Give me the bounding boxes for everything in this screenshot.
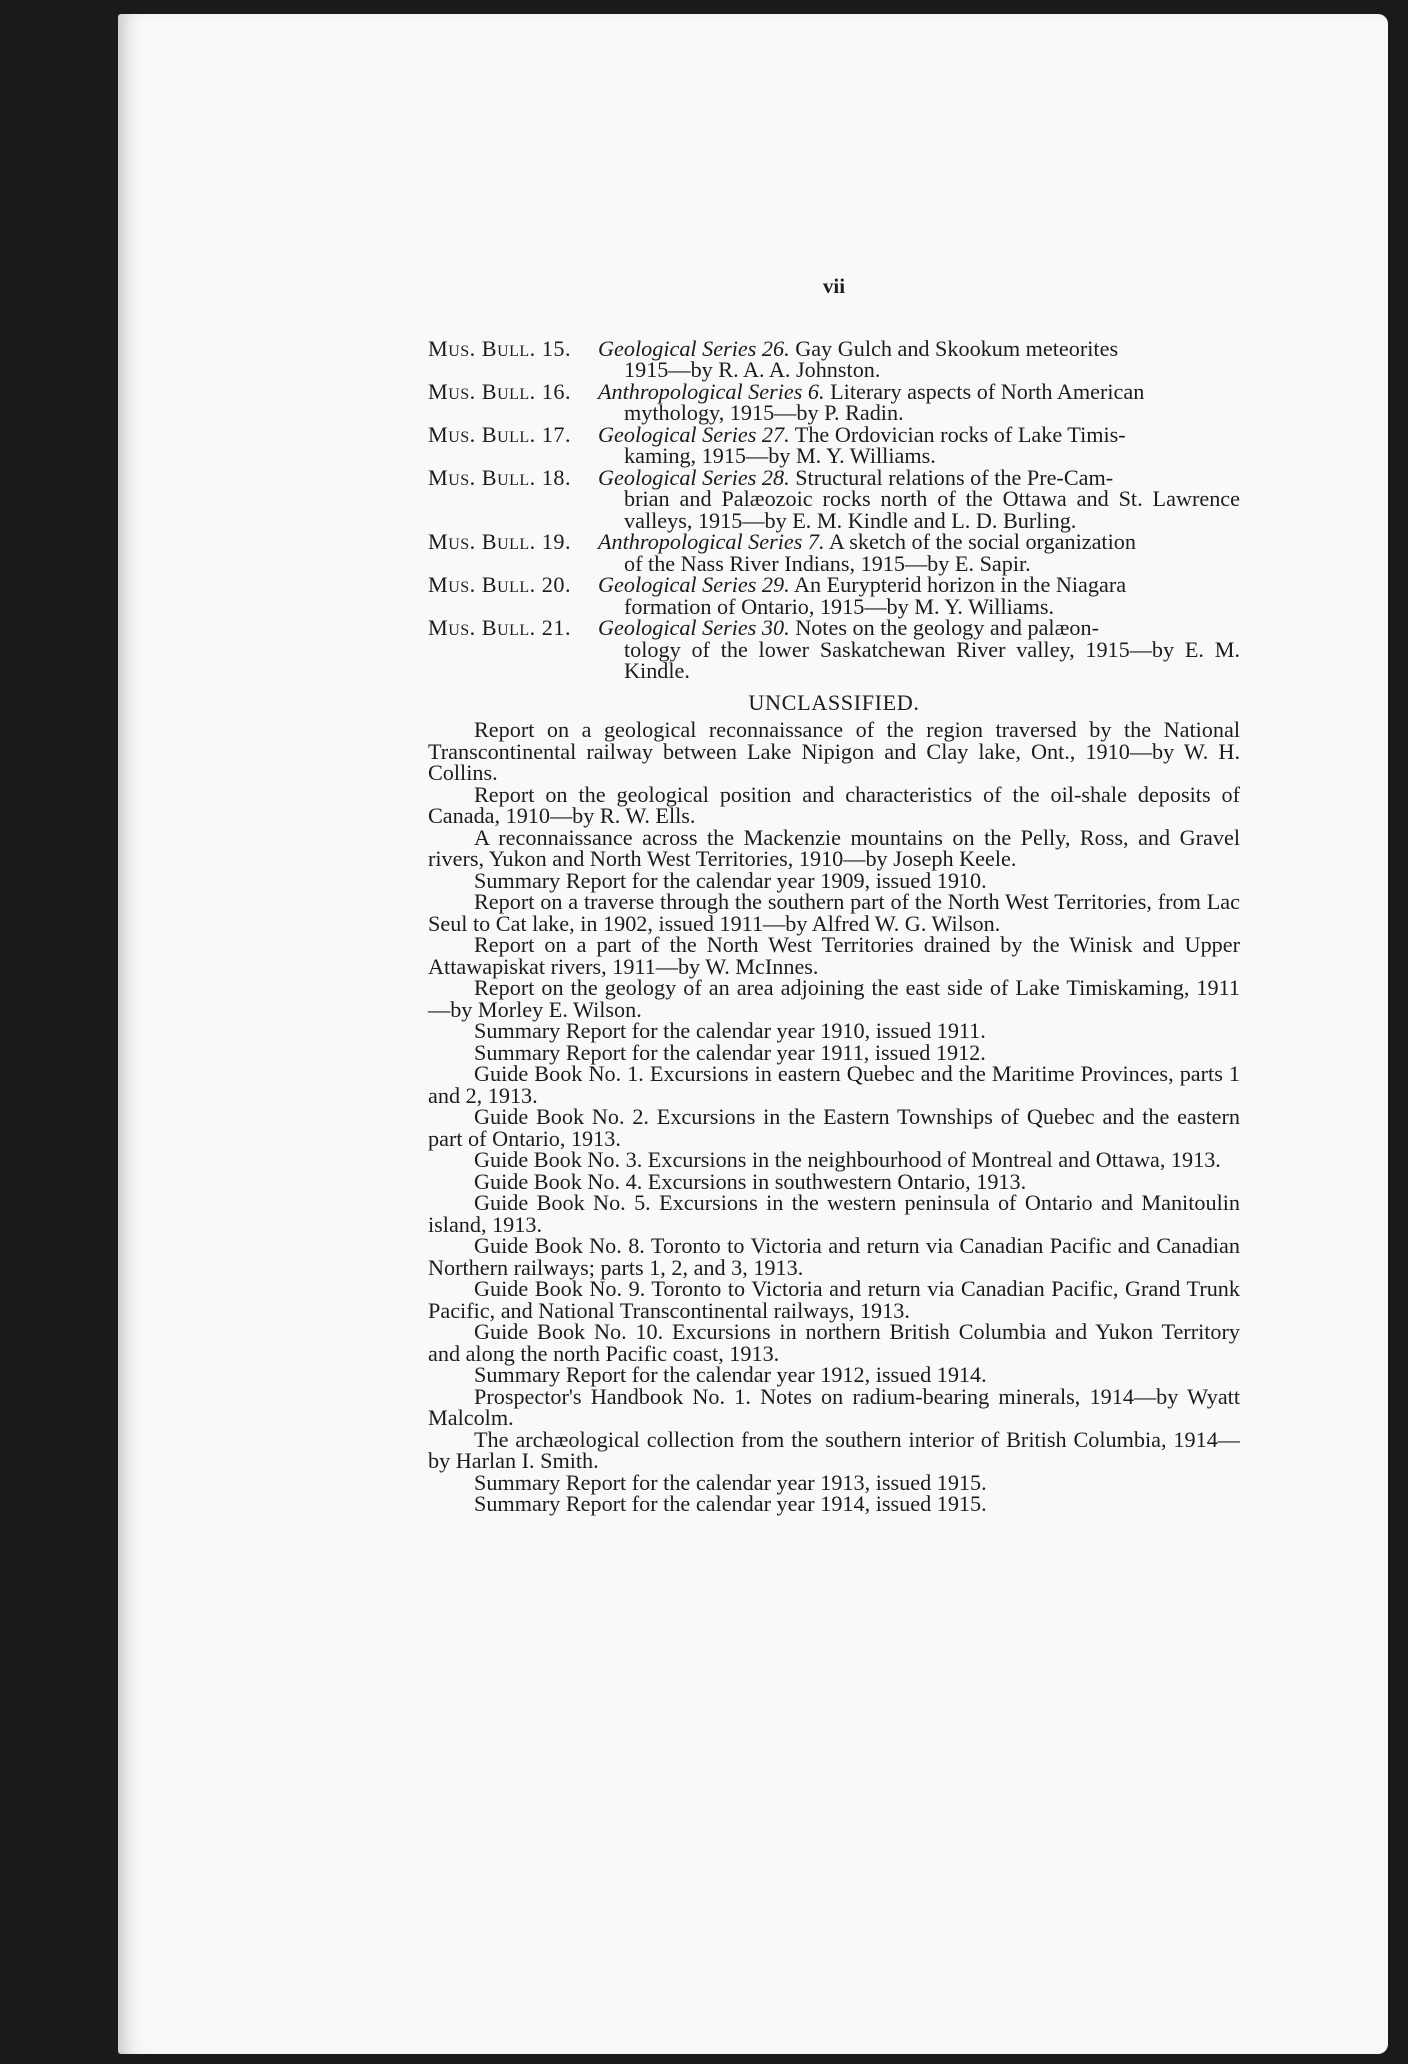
publication-entry: Report on a geological reconnaissance of the region traversed by the National Transcontinental railway between Lake Nipigon and Clay lake, Ont., 1910—by W. H. Collins.	[428, 717, 1240, 785]
bulletin-entry	[428, 617, 1240, 682]
bulletin-entry	[428, 574, 1240, 617]
bulletin-title: Structural relations of the Pre-Cam-	[789, 464, 1114, 490]
publication-entry: Guide Book No. 10. Excursions in northern British Columbia and Yukon Territory and along the north Pacific coast, 1913.	[428, 1319, 1240, 1366]
series-label: Anthropological Series 7.	[598, 529, 825, 554]
bulletin-continuation: mythology, 1915—by P. Radin.	[624, 400, 904, 425]
bulletin-ref: Mus. Bull. 21.	[428, 615, 572, 640]
series-label: Geological Series 27.	[598, 421, 790, 447]
bulletin-continuation: brian and Palæozoic rocks north of the Ottawa and St. Lawrence valleys, 1915—by E. M. Kindle and L. D. Burling.	[624, 486, 1240, 533]
publication-entry: Prospector's Handbook No. 1. Notes on radium-bearing minerals, 1914—by Wyatt Malcolm.	[428, 1383, 1240, 1430]
bulletin-ref: Mus. Bull. 20.	[428, 572, 572, 597]
page-number: vii	[822, 274, 846, 298]
bulletin-entry	[428, 531, 1240, 574]
series-label: Geological Series 28.	[598, 464, 790, 490]
bulletin-body	[598, 531, 1240, 574]
bulletin-ref: Mus. Bull. 18.	[428, 464, 572, 490]
publication-entry: Guide Book No. 8. Toronto to Victoria and return via Canadian Pacific and Canadian Northern railways; parts 1, 2, and 3, 1913.	[428, 1233, 1240, 1280]
publication-entry: Summary Report for the calendar year 1914, issued 1915.	[474, 1491, 987, 1516]
bulletin-continuation: formation of Ontario, 1915—by M. Y. Williams.	[624, 593, 1055, 619]
bulletin-continuation: kaming, 1915—by M. Y. Williams.	[624, 443, 936, 468]
publication-entry: Guide Book No. 5. Excursions in the western peninsula of Ontario and Manitoulin island, 1913.	[428, 1190, 1240, 1237]
bulletin-entry	[428, 378, 1240, 425]
publication-entry: The archæological collection from the southern interior of British Columbia, 1914—by Harlan I. Smith.	[428, 1426, 1240, 1473]
document-page	[118, 14, 1388, 2054]
bulletin-continuation: tology of the lower Saskatchewan River valley, 1915—by E. M. Kindle.	[624, 636, 1240, 683]
bulletin-continuation: 1915—by R. A. A. Johnston.	[624, 357, 881, 382]
publication-entry: Guide Book No. 4. Excursions in southwestern Ontario, 1913.	[474, 1168, 1027, 1194]
bulletin-title: A sketch of the social organization	[824, 529, 1136, 554]
bulletin-body	[598, 335, 1240, 382]
bulletin-body	[598, 574, 1240, 617]
publication-entry: Guide Book No. 3. Excursions in the neighbourhood of Montreal and Ottawa, 1913.	[474, 1147, 1221, 1172]
publication-entry: Summary Report for the calendar year 1913, issued 1915.	[474, 1469, 987, 1495]
publication-entry: Summary Report for the calendar year 1910, issued 1911.	[474, 1018, 986, 1043]
bulletin-title: Notes on the geology and palæon-	[789, 615, 1099, 640]
publication-entry: Guide Book No. 1. Excursions in eastern Quebec and the Maritime Provinces, parts 1 and 2, 1913.	[428, 1061, 1240, 1108]
bulletin-entry	[428, 335, 1240, 382]
bulletin-entry	[428, 464, 1240, 533]
bulletin-ref: Mus. Bull. 16.	[428, 378, 572, 404]
publication-entry: Summary Report for the calendar year 1909, issued 1910.	[474, 867, 987, 893]
bulletin-ref: Mus. Bull. 19.	[428, 529, 572, 554]
bulletin-title: Gay Gulch and Skookum meteorites	[789, 335, 1119, 361]
publication-entry: Report on the geology of an area adjoining the east side of Lake Timiskaming, 1911—by Morley E. Wilson.	[428, 975, 1240, 1022]
publication-entry: Guide Book No. 2. Excursions in the Eastern Townships of Quebec and the eastern part of Ontario, 1913.	[428, 1104, 1240, 1151]
publication-entry: Report on a traverse through the southern part of the North West Territories, from Lac Seul to Cat lake, in 1902, issued 1911—by Alfred W. G. Wilson.	[428, 889, 1240, 936]
publication-entry: Report on the geological position and characteristics of the oil-shale deposits of Canada, 1910—by R. W. Ells.	[428, 781, 1240, 828]
bulletin-body	[598, 421, 1240, 468]
publication-entry: Report on a part of the North West Territories drained by the Winisk and Upper Attawapiskat rivers, 1911—by W. McInnes.	[428, 932, 1240, 979]
bulletin-ref: Mus. Bull. 17.	[428, 421, 572, 447]
publication-entry: Guide Book No. 9. Toronto to Victoria and return via Canadian Pacific, Grand Trunk Pacific, and National Transcontinental railways, 1913.	[428, 1276, 1240, 1323]
bulletin-list	[428, 335, 1240, 683]
series-label: Geological Series 29.	[598, 572, 790, 597]
publication-entry: A reconnaissance across the Mackenzie mountains on the Pelly, Ross, and Gravel rivers, Yukon and North West Territories, 1910—by Joseph Keele.	[428, 824, 1240, 871]
publication-entry: Summary Report for the calendar year 1912, issued 1914.	[474, 1362, 987, 1387]
bulletin-title: Literary aspects of North American	[824, 378, 1145, 404]
unclassified-list	[428, 719, 1240, 1515]
page-text	[428, 276, 1240, 1515]
publication-entry: Summary Report for the calendar year 1911, issued 1912.	[474, 1039, 986, 1065]
series-label: Geological Series 30.	[598, 615, 790, 640]
bulletin-body	[598, 464, 1240, 533]
bulletin-entry	[428, 421, 1240, 468]
bulletin-title: The Ordovician rocks of Lake Timis-	[789, 421, 1126, 447]
bulletin-title: An Eurypterid horizon in the Niagara	[789, 572, 1127, 597]
section-title: UNCLASSIFIED.	[748, 689, 920, 715]
bulletin-body	[598, 378, 1240, 425]
series-label: Anthropological Series 6.	[598, 378, 825, 404]
bulletin-continuation: of the Nass River Indians, 1915—by E. Sapir.	[624, 550, 1031, 576]
series-label: Geological Series 26.	[598, 335, 790, 361]
bulletin-ref: Mus. Bull. 15.	[428, 335, 572, 361]
bulletin-body	[598, 617, 1240, 682]
